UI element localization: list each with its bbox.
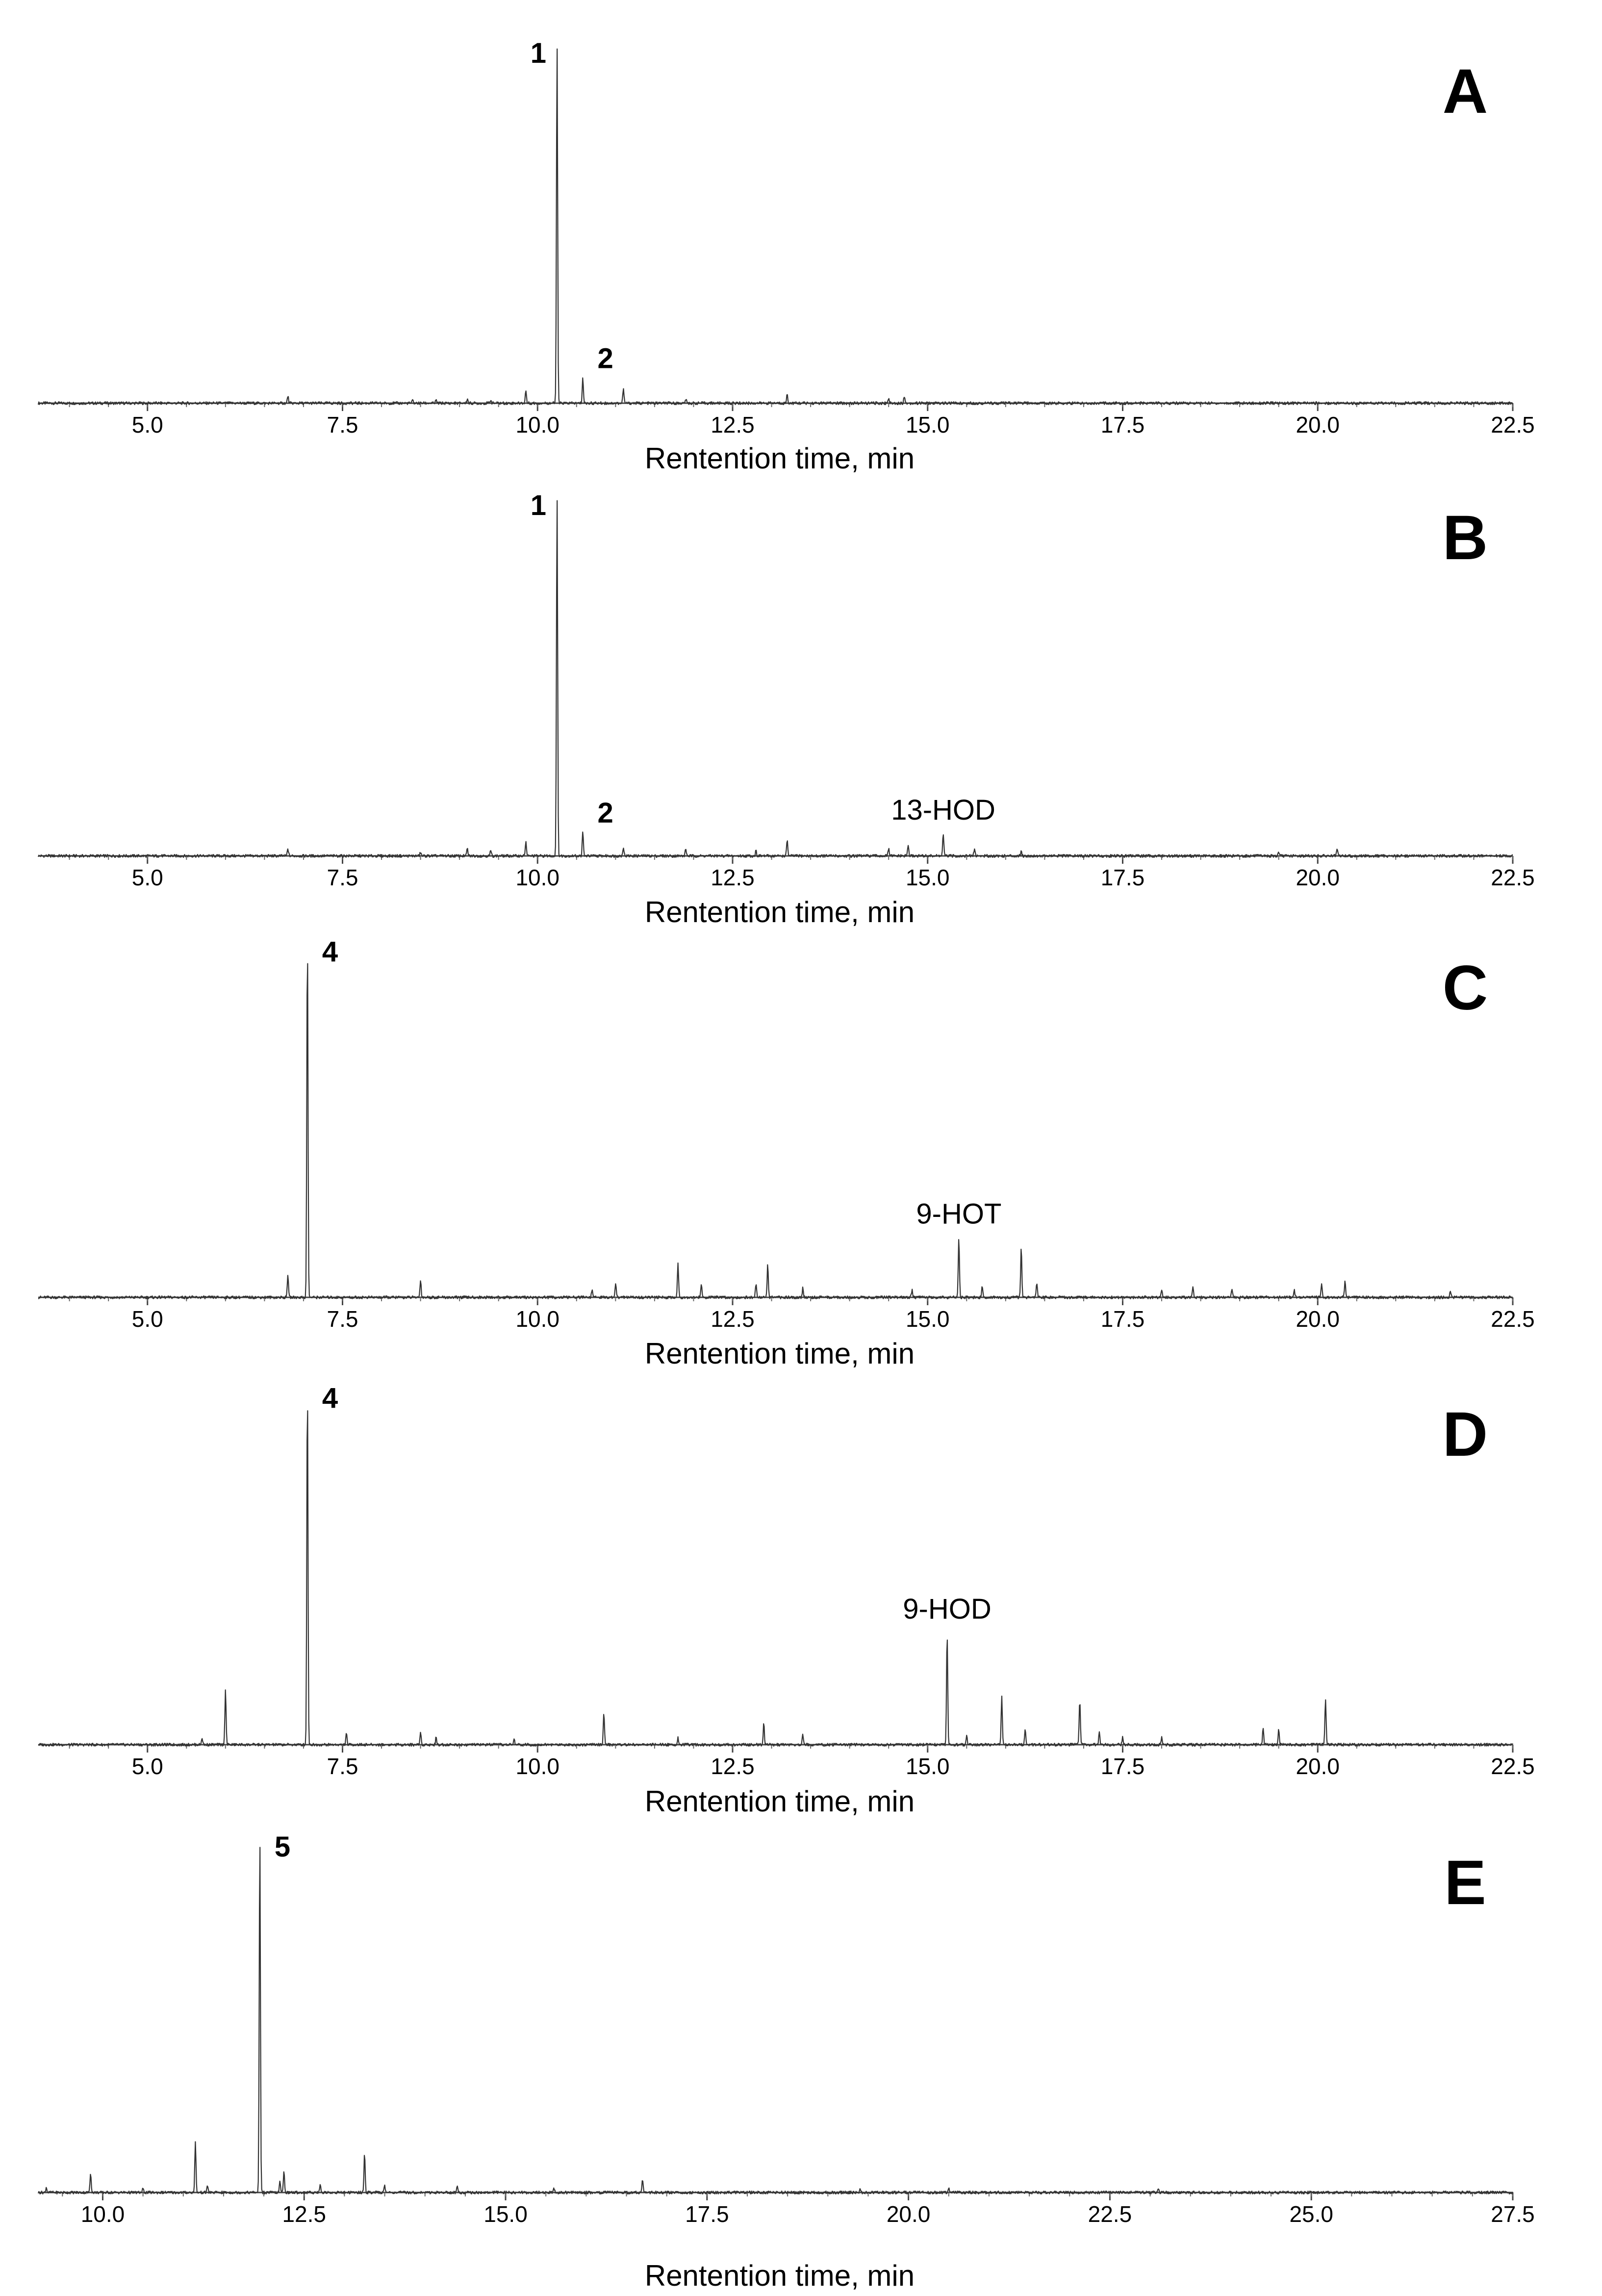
peak-label: 9-HOT xyxy=(916,1198,1002,1230)
x-tick-label: 17.5 xyxy=(1100,1306,1145,1332)
panel-letter-e: E xyxy=(1444,1848,1486,1918)
x-tick-label: 5.0 xyxy=(131,1754,163,1779)
x-tick-label: 5.0 xyxy=(131,1306,163,1332)
panel-letter-a: A xyxy=(1442,56,1488,127)
x-tick-label: 20.0 xyxy=(886,2201,931,2227)
x-tick-label: 7.5 xyxy=(327,412,358,438)
x-tick-label: 27.5 xyxy=(1491,2201,1535,2227)
x-tick-label: 22.5 xyxy=(1491,412,1535,438)
chromatogram-trace xyxy=(38,49,1513,405)
chromatogram-trace xyxy=(38,964,1513,1299)
x-tick-label: 17.5 xyxy=(1100,865,1145,890)
peak-label: 4 xyxy=(322,1382,338,1414)
x-tick-label: 17.5 xyxy=(1100,1754,1145,1779)
peak-label: 1 xyxy=(530,490,547,521)
x-tick-label: 17.5 xyxy=(1100,412,1145,438)
x-axis-title-c: Rentention time, min xyxy=(644,1337,915,1370)
x-tick-label: 15.0 xyxy=(905,1754,950,1779)
x-axis-title-b: Rentention time, min xyxy=(644,896,915,929)
x-tick-label: 20.0 xyxy=(1296,865,1340,890)
x-axis-title-a: Rentention time, min xyxy=(644,442,915,475)
chromatogram-a xyxy=(38,37,1535,438)
x-tick-label: 15.0 xyxy=(905,865,950,890)
x-axis-title-d: Rentention time, min xyxy=(644,1785,915,1818)
x-tick-label: 10.0 xyxy=(515,865,560,890)
x-tick-label: 22.5 xyxy=(1491,1754,1535,1779)
chromatogram-d xyxy=(38,1382,1535,1779)
panel-a xyxy=(38,37,1535,475)
x-tick-label: 12.5 xyxy=(711,412,755,438)
x-tick-label: 7.5 xyxy=(327,865,358,890)
panel-letter-b: B xyxy=(1442,503,1488,573)
x-tick-label: 20.0 xyxy=(1296,412,1340,438)
x-tick-label: 12.5 xyxy=(282,2201,327,2227)
panel-d xyxy=(38,1382,1535,1818)
x-tick-label: 10.0 xyxy=(515,1306,560,1332)
x-tick-label: 12.5 xyxy=(711,865,755,890)
chromatogram-c xyxy=(38,936,1535,1332)
chromatogram-e xyxy=(38,1831,1535,2227)
x-tick-label: 25.0 xyxy=(1289,2201,1333,2227)
x-tick-label: 15.0 xyxy=(905,412,950,438)
panel-e xyxy=(38,1831,1535,2292)
chromatogram-trace xyxy=(38,1847,1513,2194)
x-tick-label: 17.5 xyxy=(685,2201,729,2227)
chromatogram-trace xyxy=(38,1411,1513,1746)
x-tick-label: 15.0 xyxy=(905,1306,950,1332)
x-tick-label: 12.5 xyxy=(711,1754,755,1779)
x-tick-label: 5.0 xyxy=(131,865,163,890)
peak-label: 13-HOD xyxy=(891,794,995,826)
panel-letter-c: C xyxy=(1442,953,1488,1023)
x-tick-label: 7.5 xyxy=(327,1306,358,1332)
x-tick-label: 22.5 xyxy=(1491,865,1535,890)
x-tick-label: 22.5 xyxy=(1088,2201,1132,2227)
x-axis-title-e: Rentention time, min xyxy=(644,2259,915,2292)
x-tick-label: 10.0 xyxy=(515,412,560,438)
chromatogram-trace xyxy=(38,501,1513,857)
x-tick-label: 22.5 xyxy=(1491,1306,1535,1332)
peak-label: 9-HOD xyxy=(903,1593,992,1625)
peak-label: 1 xyxy=(530,37,547,69)
panel-letter-d: D xyxy=(1442,1399,1488,1470)
x-tick-label: 10.0 xyxy=(515,1754,560,1779)
panel-b xyxy=(38,490,1535,929)
x-tick-label: 20.0 xyxy=(1296,1306,1340,1332)
peak-label: 2 xyxy=(597,342,613,375)
panel-c xyxy=(38,936,1535,1370)
peak-label: 4 xyxy=(322,936,338,968)
peak-label: 2 xyxy=(597,797,613,829)
x-tick-label: 12.5 xyxy=(711,1306,755,1332)
x-tick-label: 10.0 xyxy=(80,2201,125,2227)
x-tick-label: 5.0 xyxy=(131,412,163,438)
chromatogram-b xyxy=(38,490,1535,890)
x-tick-label: 7.5 xyxy=(327,1754,358,1779)
peak-label: 5 xyxy=(274,1831,291,1863)
x-tick-label: 15.0 xyxy=(483,2201,528,2227)
x-tick-label: 20.0 xyxy=(1296,1754,1340,1779)
